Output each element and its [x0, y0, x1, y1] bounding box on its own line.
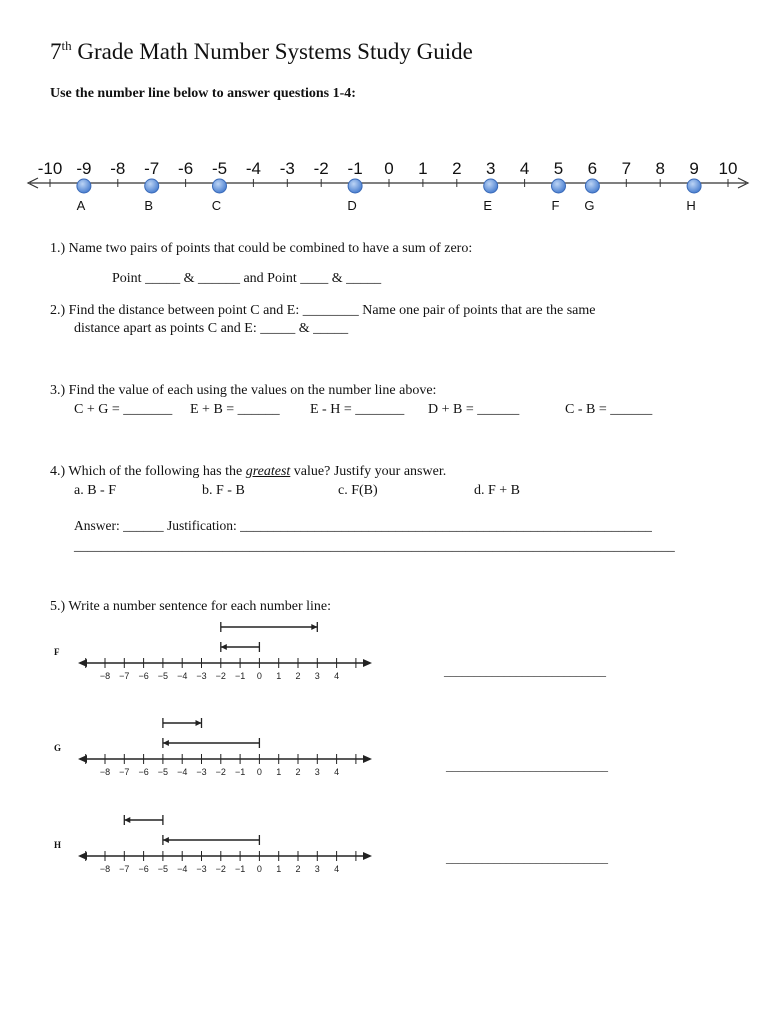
small-tick-label: −6: [138, 671, 149, 681]
small-tick-label: 3: [314, 767, 320, 777]
tick-label: -4: [245, 159, 261, 178]
small-tick-label: 1: [276, 671, 282, 681]
tick-label: 8: [655, 159, 665, 178]
point-marker-c: [213, 179, 227, 193]
question-3: 3.) Find the value of each using the values on the number line above:: [50, 383, 437, 398]
tick-label: 5: [553, 159, 564, 178]
question-2-line-1: 2.) Find the distance between point C and E: ________ Name one pair of points that are the same: [50, 303, 596, 318]
small-line-label-f: F: [54, 647, 60, 657]
tick-label: 4: [519, 159, 530, 178]
tick-label: -9: [76, 159, 92, 178]
tick-label: 3: [485, 159, 496, 178]
point-marker-e: [484, 179, 498, 193]
small-tick-label: −1: [234, 671, 246, 681]
point-label-e: E: [483, 198, 493, 213]
answer-blank-f[interactable]: ___________________________: [444, 664, 606, 678]
q4-option-c: c. F(B): [338, 483, 378, 498]
answer-blank-h[interactable]: ___________________________: [446, 851, 608, 865]
q1-answer-line: Point _____ & ______ and Point ____ & _____: [112, 271, 382, 286]
instructions: Use the number line below to answer questions 1-4:: [50, 86, 356, 101]
tick-label: -2: [313, 159, 329, 178]
q3-item-2: E + B = ______: [190, 402, 280, 417]
small-number-line-h: [70, 808, 390, 888]
main-number-line: [0, 150, 768, 220]
small-tick-label: 4: [334, 671, 340, 681]
small-tick-label: 3: [314, 864, 320, 874]
tick-label: -3: [279, 159, 295, 178]
small-tick-label: −2: [215, 767, 226, 777]
point-label-b: B: [144, 198, 154, 213]
point-label-c: C: [211, 198, 222, 213]
q4-option-a: a. B - F: [74, 483, 116, 498]
small-tick-label: 0: [256, 767, 262, 777]
small-tick-label: −6: [138, 864, 149, 874]
point-marker-g: [585, 179, 599, 193]
arrow-head: [124, 817, 130, 823]
question-5: 5.) Write a number sentence for each number line:: [50, 599, 332, 614]
q4-continuation-line: _________________________________________________________________________________________: [74, 538, 675, 553]
small-right-arrowhead: [363, 659, 372, 667]
page-title: 7th Grade Math Number Systems Study Guide: [50, 38, 473, 64]
small-tick-label: −4: [177, 864, 188, 874]
small-number-line-f: [70, 615, 390, 695]
tick-label: -5: [211, 159, 228, 178]
small-tick-label: −7: [119, 671, 130, 681]
q4-option-d: d. F + B: [474, 483, 521, 498]
small-tick-label: −4: [177, 671, 188, 681]
point-label-d: D: [347, 198, 357, 213]
small-tick-label: 0: [256, 671, 262, 681]
tick-label: -10: [37, 159, 63, 178]
tick-label: -7: [144, 159, 160, 178]
q3-item-5: C - B = ______: [565, 402, 653, 417]
small-tick-label: −5: [157, 864, 169, 874]
small-tick-label: −3: [196, 864, 207, 874]
point-marker-d: [348, 179, 362, 193]
tick-label: 6: [587, 159, 598, 178]
small-line-label-h: H: [54, 840, 62, 850]
q4-option-b: b. F - B: [202, 483, 245, 498]
small-tick-label: −7: [119, 864, 130, 874]
small-tick-label: −1: [234, 864, 246, 874]
q3-item-1: C + G = _______: [74, 402, 173, 417]
small-tick-label: −7: [119, 767, 130, 777]
point-marker-h: [687, 179, 701, 193]
arrow-head: [163, 837, 169, 843]
small-tick-label: 1: [276, 864, 282, 874]
arrow-head: [311, 624, 317, 630]
tick-label: 1: [418, 159, 428, 178]
small-tick-label: −1: [234, 767, 246, 777]
point-marker-a: [77, 179, 91, 193]
small-tick-label: −2: [215, 864, 226, 874]
tick-label: -1: [347, 159, 363, 178]
small-tick-label: 2: [295, 767, 301, 777]
question-4: 4.) Which of the following has the greatest value? Justify your answer.: [50, 464, 447, 479]
small-right-arrowhead: [363, 852, 372, 860]
small-tick-label: 4: [334, 864, 340, 874]
small-tick-label: −2: [215, 671, 226, 681]
point-marker-f: [552, 179, 566, 193]
point-marker-b: [145, 179, 159, 193]
small-tick-label: 4: [334, 767, 340, 777]
tick-label: 9: [689, 159, 699, 178]
question-2-line-2: distance apart as points C and E: _____ & _____: [74, 321, 349, 336]
point-label-g: G: [584, 198, 595, 213]
small-tick-label: 3: [314, 671, 320, 681]
q3-item-3: E - H = _______: [310, 402, 405, 417]
tick-label: 7: [621, 159, 632, 178]
answer-blank-g[interactable]: ___________________________: [446, 759, 608, 773]
tick-label: 0: [384, 159, 394, 178]
small-tick-label: −8: [99, 864, 111, 874]
small-line-label-g: G: [54, 743, 62, 753]
arrow-head: [196, 720, 202, 726]
small-tick-label: 2: [295, 671, 301, 681]
tick-label: 2: [452, 159, 462, 178]
question-1: 1.) Name two pairs of points that could be combined to have a sum of zero:: [50, 241, 473, 256]
small-tick-label: 1: [276, 767, 282, 777]
small-tick-label: −5: [157, 671, 169, 681]
small-tick-label: −3: [196, 767, 207, 777]
small-right-arrowhead: [363, 755, 372, 763]
small-tick-label: 2: [295, 864, 301, 874]
point-label-f: F: [551, 198, 560, 213]
small-tick-label: 0: [256, 864, 262, 874]
tick-label: -6: [178, 159, 194, 178]
tick-label: 10: [718, 159, 738, 178]
small-tick-label: −8: [99, 767, 111, 777]
small-tick-label: −8: [99, 671, 111, 681]
small-tick-label: −4: [177, 767, 188, 777]
q4-answer-line: Answer: ______ Justification: _____________________________________________________________: [74, 518, 652, 533]
arrow-head: [221, 644, 227, 650]
q3-item-4: D + B = ______: [428, 402, 520, 417]
point-label-h: H: [686, 198, 696, 213]
small-number-line-g: [70, 711, 390, 791]
tick-label: -8: [110, 159, 126, 178]
small-tick-label: −6: [138, 767, 149, 777]
arrow-head: [163, 740, 169, 746]
small-tick-label: −5: [157, 767, 169, 777]
small-tick-label: −3: [196, 671, 207, 681]
point-label-a: A: [76, 198, 86, 213]
